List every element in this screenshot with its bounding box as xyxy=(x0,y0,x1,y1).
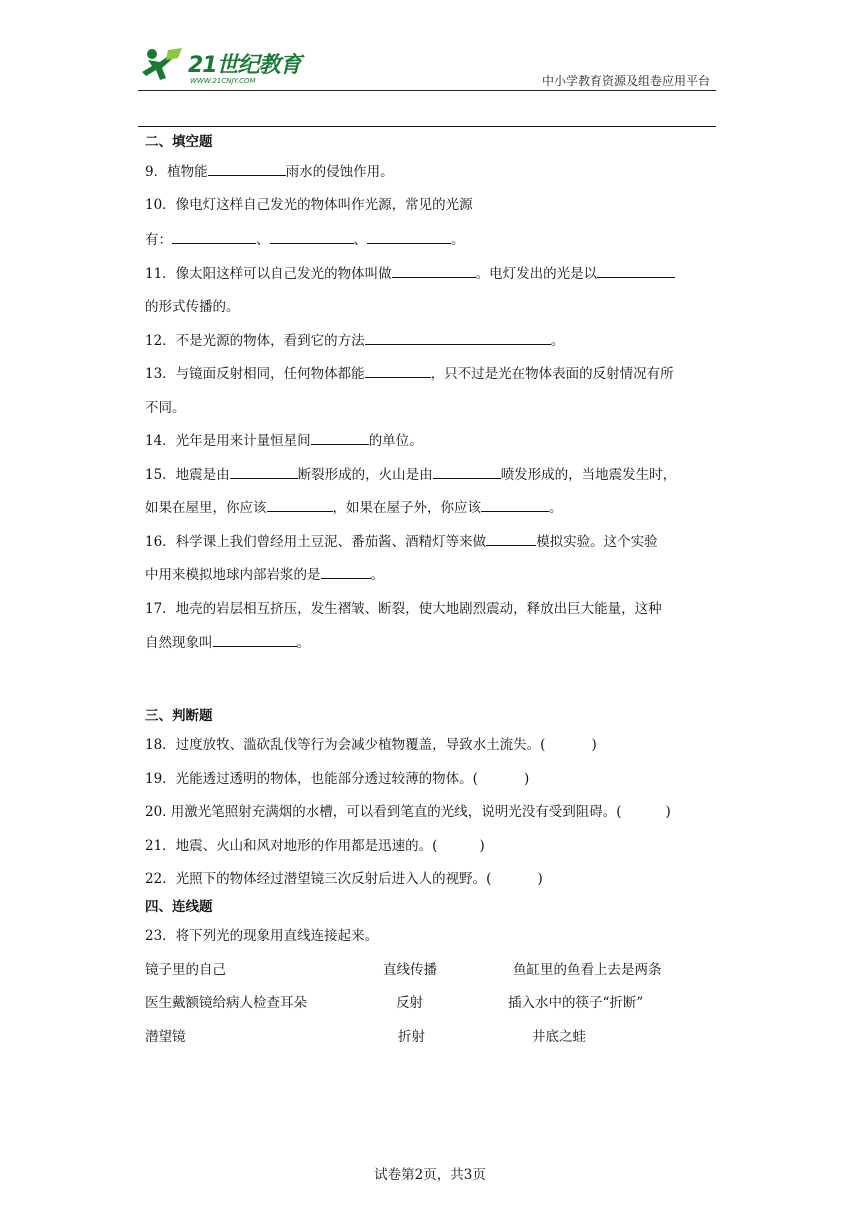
q15-text-4: 如果在屋里，你应该 xyxy=(145,500,267,516)
question-12 xyxy=(145,329,564,349)
logo-url: WWW.21CNJY.COM xyxy=(190,77,256,85)
q19-text: 19．光能透过透明的物体，也能部分透过较薄的物体。( xyxy=(145,771,478,787)
q16-text-3: 中用来模拟地球内部岩浆的是 xyxy=(145,567,321,583)
q11-text-2: 。电灯发出的光是以 xyxy=(475,266,598,282)
question-21 xyxy=(145,834,485,854)
answer-blank[interactable] xyxy=(270,229,354,244)
answer-blank[interactable] xyxy=(433,464,501,479)
q13-text: 13．与镜面反射相同，任何物体都能 xyxy=(145,366,365,382)
logo-text: 21世纪教育 xyxy=(188,53,301,78)
logo xyxy=(138,44,338,88)
question-10 xyxy=(145,193,473,213)
period: 。 xyxy=(370,567,384,583)
question-9 xyxy=(145,160,394,180)
section-connect-title: 四、连线题 xyxy=(145,899,213,915)
platform-title: 中小学教育资源及组卷应用平台 xyxy=(541,74,710,88)
q16-text: 16．科学课上我们曾经用土豆泥、番茄酱、酒精灯等来做 xyxy=(145,534,487,550)
answer-blank[interactable] xyxy=(486,531,536,546)
q14-text-2: 的单位。 xyxy=(368,433,423,449)
q10-text-2: 有： xyxy=(145,232,172,248)
match-middle-item[interactable]: 反射 xyxy=(396,995,423,1011)
question-17 xyxy=(145,597,662,617)
answer-blank[interactable] xyxy=(481,497,549,512)
close-paren: ) xyxy=(537,871,543,887)
close-paren: ) xyxy=(665,804,671,820)
q14-text: 14．光年是用来计量恒星间 xyxy=(145,433,311,449)
question-11 xyxy=(145,262,675,282)
q18-text: 18．过度放牧、滥砍乱伐等行为会减少植物覆盖，导致水土流失。( xyxy=(145,737,546,753)
question-15-cont xyxy=(145,496,563,516)
answer-blank[interactable] xyxy=(267,497,333,512)
q15-text-2: 断裂形成的，火山是由 xyxy=(297,467,433,483)
q23-text: 23．将下列光的现象用直线连接起来。 xyxy=(145,928,379,944)
q12-text: 12．不是光源的物体，看到它的方法 xyxy=(145,333,365,349)
q21-text: 21．地震、火山和风对地形的作用都是迅速的。( xyxy=(145,838,438,854)
question-20 xyxy=(145,800,671,820)
question-15 xyxy=(145,463,676,483)
q15-text-3: 喷发形成的，当地震发生时， xyxy=(500,467,677,483)
answer-blank[interactable] xyxy=(321,564,371,579)
section-divider xyxy=(138,126,716,127)
close-paren: ) xyxy=(591,737,597,753)
question-16 xyxy=(145,530,658,550)
answer-blank[interactable] xyxy=(172,229,256,244)
question-10-cont xyxy=(145,228,465,248)
answer-blank[interactable] xyxy=(208,161,286,176)
question-22 xyxy=(145,867,543,887)
match-middle-item[interactable]: 折射 xyxy=(398,1029,425,1045)
q9-text: 9．植物能 xyxy=(145,164,208,180)
match-right-item[interactable]: 鱼缸里的鱼看上去是两条 xyxy=(513,962,662,978)
q16-text-2: 模拟实验。这个实验 xyxy=(536,534,658,550)
q13-text-2: ，只不过是光在物体表面的反射情况有所 xyxy=(430,366,674,382)
q9-text-end: 雨水的侵蚀作用。 xyxy=(285,164,394,180)
question-16-cont xyxy=(145,563,384,583)
q20-text: 20. 用激光笔照射充满烟的水槽，可以看到笔直的光线，说明光没有受到阻碍。( xyxy=(145,804,622,820)
q10-text: 10．像电灯这样自己发光的物体叫作光源，常见的光源 xyxy=(145,197,473,213)
answer-blank[interactable] xyxy=(365,330,551,345)
answer-blank[interactable] xyxy=(392,263,476,278)
q11-text-3: 的形式传播的。 xyxy=(145,299,240,315)
question-23 xyxy=(145,924,378,944)
answer-blank[interactable] xyxy=(365,363,431,378)
question-13 xyxy=(145,362,674,382)
answer-blank[interactable] xyxy=(213,632,297,647)
question-17-cont xyxy=(145,631,310,651)
period: 。 xyxy=(550,333,565,349)
answer-blank[interactable] xyxy=(367,229,451,244)
match-middle-item[interactable]: 直线传播 xyxy=(383,962,437,978)
close-paren: ) xyxy=(479,838,485,854)
runner-logo-icon xyxy=(138,46,186,86)
separator: 、 xyxy=(353,232,367,248)
q17-text-2: 自然现象叫 xyxy=(145,635,213,651)
period: 。 xyxy=(296,635,310,651)
question-13-cont xyxy=(145,396,186,416)
period: 。 xyxy=(549,500,563,516)
match-right-item[interactable]: 井底之蛙 xyxy=(532,1029,586,1045)
question-14 xyxy=(145,429,423,449)
close-paren: ) xyxy=(523,771,530,787)
question-11-cont xyxy=(145,295,240,315)
page-footer: 试卷第2页，共3页 xyxy=(374,1167,486,1183)
match-left-item[interactable]: 镜子里的自己 xyxy=(145,962,226,978)
q15-text: 15．地震是由 xyxy=(145,467,230,483)
q17-text: 17．地壳的岩层相互挤压，发生褶皱、断裂，使大地剧烈震动，释放出巨大能量，这种 xyxy=(145,601,662,617)
answer-blank[interactable] xyxy=(597,263,675,278)
q22-text: 22．光照下的物体经过潜望镜三次反射后进入人的视野。( xyxy=(145,871,492,887)
q11-text: 11．像太阳这样可以自己发光的物体叫做 xyxy=(145,266,392,282)
q13-text-3: 不同。 xyxy=(145,400,186,416)
section-fill-title: 二、填空题 xyxy=(145,134,213,150)
answer-blank[interactable] xyxy=(230,464,298,479)
question-18 xyxy=(145,733,597,753)
period: 。 xyxy=(451,232,465,248)
section-judge-title: 三、判断题 xyxy=(145,708,213,724)
match-left-item[interactable]: 医生戴额镜给病人检查耳朵 xyxy=(145,995,307,1011)
question-19 xyxy=(145,767,529,787)
q15-text-5: ，如果在屋子外，你应该 xyxy=(332,500,481,516)
answer-blank[interactable] xyxy=(311,430,369,445)
match-right-item[interactable]: 插入水中的筷子“折断” xyxy=(508,995,644,1011)
page-header xyxy=(138,42,716,91)
separator: 、 xyxy=(256,232,270,248)
match-left-item[interactable]: 潜望镜 xyxy=(145,1029,186,1045)
